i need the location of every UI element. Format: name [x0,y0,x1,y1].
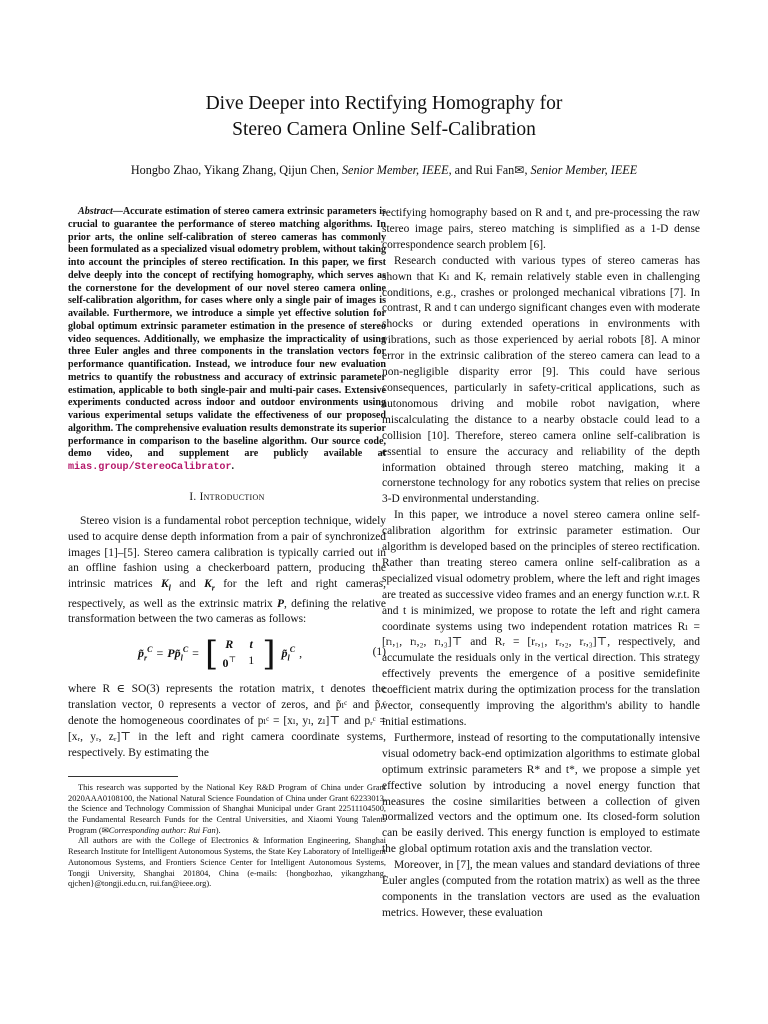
right-paragraph-3: In this paper, we introduce a novel stereo camera online self-calibration algorithm for extrinsic parameter estimation. Our algorithm is developed based on the principles of stereo rectification. Rather than treating stereo camera online self-calibration as a specialized visual odometry problem, where the left and right images are treated as successive video frames and an energy function w.r.t. R and t is minimized, we propose to rotate the left and right camera coordinate systems using two independent rotation matrices Rₗ = [rₗ,₁, rₗ,₂, rₗ,₃]⊤ and Rᵣ = [rᵣ,₁, rᵣ,₂, rᵣ,₃]⊤, respectively, and accumulate the residuals only in the vertical direction. This strategy effectively prevents the emergence of a positive semidefinite coefficient matrix during the optimization process for the translation vector, consequently improving the algorithm's ability to handle initial estimations. [382,509,700,728]
intro-paragraph-1 [68,514,386,629]
author-names: Hongbo Zhao, Yikang Zhang, Qijun Chen, [130,163,339,177]
intro-text-b: and [170,578,205,591]
author-names-2: , and Rui Fan✉, [448,163,528,177]
author-role-2: Senior Member, IEEE [530,163,638,177]
section-heading [68,490,386,504]
project-link[interactable]: mias.group/StereoCalibrator [68,462,232,473]
math-P: P [277,597,285,610]
right-column [382,206,700,922]
footnote-divider [68,776,178,777]
right-paragraph-1: rectifying homography based on R and t, and pre-processing the raw stereo image pairs, stereo matching is simplified as a 1-D dense correspondence search problem [6]. [382,207,700,251]
intro-text-a: Stereo vision is a fundamental robot perception technique, widely used to acquire dense depth information from a pair of synchronized images [1]–[5]. Stereo camera calibration is typically carried out in an offline fashion using a checkerboard pattern, producing the intrinsic matrices [68,514,386,591]
title-line-2: Stereo Camera Online Self-Calibration [232,119,536,140]
right-paragraph-2: Research conducted with various types of stereo cameras has shown that Kₗ and Kᵣ remain relatively stable even in challenging conditions, e.g., crashes or prolonged mechanical vibrations [7]. In contrast, R and t can undergo significant changes even with moderate shocks or during extended operations in environments with vibrations, such as those experienced by aerial robots [8]. A minor error in the extrinsic calibration of the stereo camera can lead to a non-negligible disparity error [9]. This could have serious consequences, particularly in safety-critical applications, such as autonomous driving and mobile robot navigation, where miscalculating the distance to a nearby obstacle could lead to a collision [10]. Therefore, stereo camera online self-calibration is essential to ensure the accuracy and reliability of the depth information obtained through stereo matching, making it a cornerstone technology for any robotics system that relies on precise 3-D environmental understanding. [382,254,700,506]
author-role-1: Senior Member, IEEE [341,163,449,177]
footnote-funding-end: ). [215,825,221,835]
equation-number: (1) [372,646,386,659]
footnote-funding-text: This research was supported by the National Key R&D Program of China under Grant 2020AAA0108100, the National Natural Science Foundation of China under Grant 62233013, the Science and Technology Commission of Shanghai Municipal under Grant 22511104500, the Fundamental Research Funds for the Central Universities, and Xiaomi Young Talents Program (✉ [68,782,386,835]
extrinsic-matrix: [ R t 0⊤ 1 ] [204,633,276,674]
right-paragraph-4: Furthermore, instead of resorting to the computationally intensive visual odometry back-end optimization algorithms to estimate global optimum extrinsic parameters R* and t*, we propose a simple yet effective solution by introducing a novel energy function that measures the cosine similarities between a collection of given normalized vectors and the optimum one. Its closed-form solution can be easily derived. This energy function is employed to estimate the global optimum rotation axis and the translation vector. [382,731,700,856]
intro-paragraph-2: where R ∈ SO(3) represents the rotation matrix, t denotes the translation vector, 0 represents a vector of zeros, and p̃ₗᶜ and p̃ᵣᶜ denote the homogeneous coordinates of pₗᶜ = [xₗ, yₗ, zₗ]⊤ and pᵣᶜ = [xᵣ, yᵣ, zᵣ]⊤ in the left and right camera coordinate systems, respectively. By estimating the [68,683,386,759]
math-K-right: $K_r$ [204,578,215,593]
author-list [40,162,728,178]
abstract [68,206,386,475]
footnote-corresponding: Corresponding author: Rui Fan [108,825,216,835]
footnote-affiliation: All authors are with the College of Electronics & Information Engineering, Shanghai Research Institute for Intelligent Autonomous Systems, the State Key Laboratory of Intelligent Autonomous Systems, and Frontiers Science Center for Intelligent Autonomous Systems, Tongji University, Shanghai 201804, China (e-mails: {hongbozhao, yikangzhang, qjchen}@tongji.edu.cn, rui.fan@ieee.org). [68,836,386,889]
paper-title [60,91,708,143]
right-paragraph-5: Moreover, in [7], the mean values and standard deviations of three Euler angles (computed from the rotation matrix) as well as the three components in the translation vectors are used as the evaluation metrics. However, these evaluation [382,859,700,919]
math-K-left: $K_l$ [160,578,171,593]
intro-text-c: for the left and right cameras, respectively, as well as the extrinsic matrix [68,578,386,610]
section-number: I. [189,490,197,503]
title-line-1: Dive Deeper into Rectifying Homography for [205,93,563,114]
abstract-label: Abstract [78,206,113,217]
left-column [68,206,386,890]
equation-1 [68,632,386,678]
abstract-end: . [231,461,235,472]
intro-text-d: , defining the relative transformation between the two cameras as follows: [68,597,386,626]
footnote-funding [68,783,386,837]
section-title: Introduction [199,490,265,503]
abstract-text: —Accurate estimation of stereo camera extrinsic parameters is crucial to guarantee the performance of stereo matching algorithms. In prior arts, the online self-calibration of stereo cameras has commonly been formulated as a specialized visual odometry problem, without taking into account the principles of stereo rectification. In this paper, we first delve deeply into the concept of rectifying homography, which serves as the cornerstone for the development of our novel stereo camera online self-calibration algorithm, for cases where only a single pair of images is available. Furthermore, we introduce a simple yet effective solution for global optimum extrinsic parameter estimation in the presence of stereo video sequences. Additionally, we emphasize the impracticality of using three Euler angles and three components in the translation vectors for performance quantification. Instead, we introduce four new evaluation metrics to quantify the robustness and accuracy of extrinsic parameter estimation, applicable to both single-pair and multi-pair cases. Extensive experiments conducted across indoor and outdoor environments using various experimental setups validate the effectiveness of our proposed algorithm. The comprehensive evaluation results demonstrate its superior performance in comparison to the baseline algorithm. Our source code, demo video, and supplement are publicly available at [68,206,386,460]
equation-body: $p̃_r^C$ = $Pp̃_l^C$ = [ R t 0⊤ 1 ] $p̃_l^C$ , [138,633,303,674]
